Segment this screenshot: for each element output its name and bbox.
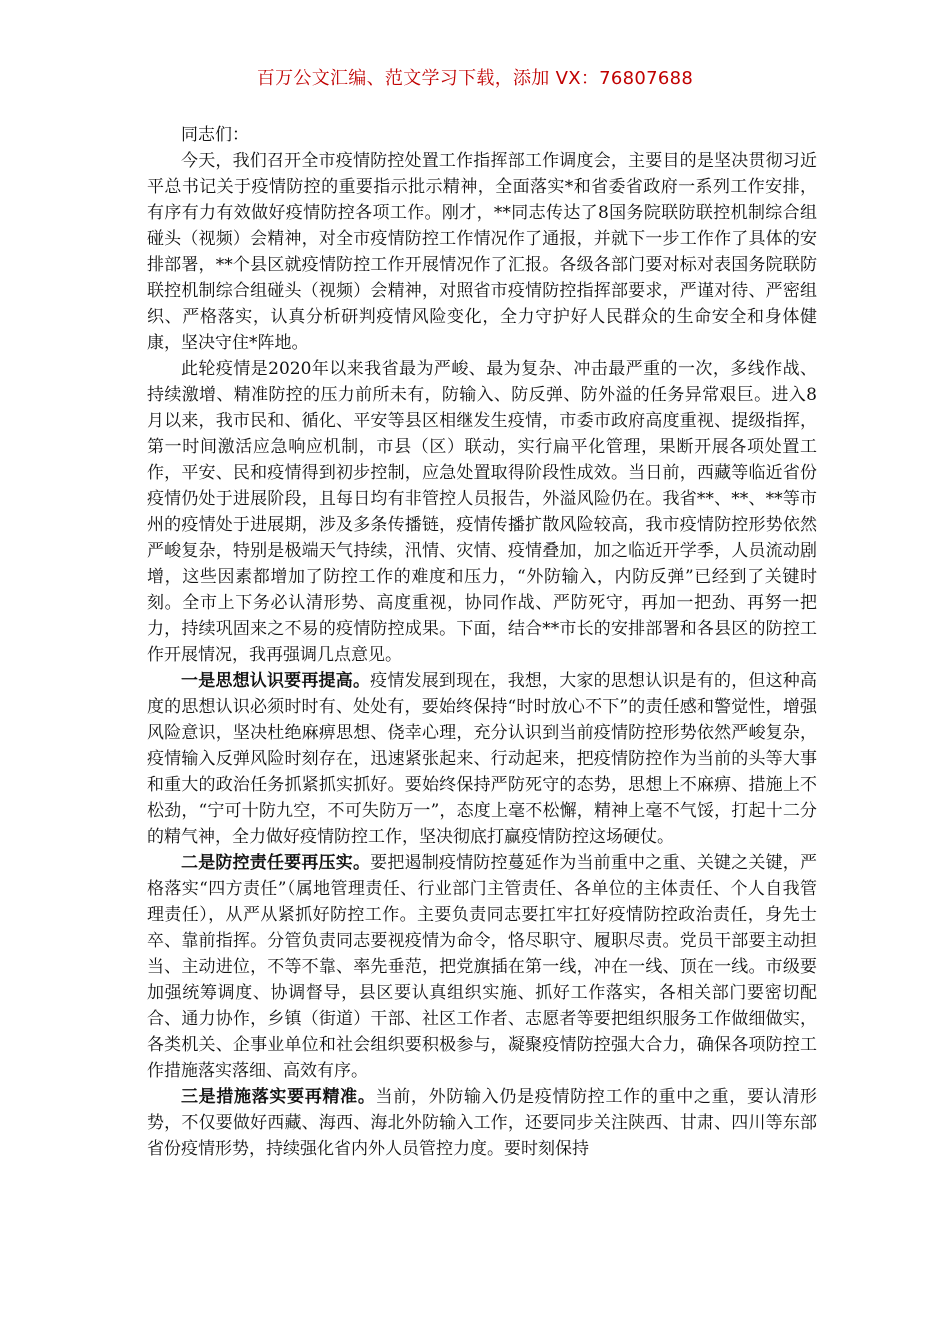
paragraph-point-one — [147, 668, 817, 850]
paragraph-text: 当前，外防输入仍是疫情防控工作的重中之重，要认清形势，不仅要做好西藏、海西、海北外防输入工作，还要同步关注陕西、甘肃、四川等东部省份疫情形势，持续强化省内外人员管控力度。要时刻保持 — [147, 1087, 818, 1159]
paragraph-lead: 三是措施落实要再精准。 — [181, 1087, 376, 1107]
paragraph-intro — [147, 148, 817, 356]
paragraph-point-two — [147, 850, 817, 1084]
paragraph-text: 此轮疫情是2020年以来我省最为严峻、最为复杂、冲击最严重的一次，多线作战、持续激增、精准防控的压力前所未有，防输入、防反弹、防外溢的任务异常艰巨。进入8月以来，我市民和、循化、平安等县区相继发生疫情，市委市政府高度重视、提级指挥，第一时间激活应急响应机制，市县（区）联动，实行扁平化管理，果断开展各项处置工作，平安、民和疫情得到初步控制，应急处置取得阶段性成效。当日前，西藏等临近省份疫情仍处于进展阶段，且每日均有非管控人员报告，外溢风险仍在。我省**、**、**等市州的疫情处于进展期，涉及多条传播链，疫情传播扩散风险较高，我市疫情防控形势依然严峻复杂，特别是极端天气持续，汛情、灾情、疫情叠加，加之临近开学季，人员流动剧增，这些因素都增加了防控工作的难度和压力，“外防输入，内防反弹”已经到了关键时刻。全市上下务必认清形势、高度重视，协同作战、严防死守，再加一把劲、再努一把力，持续巩固来之不易的疫情防控成果。下面，结合**市长的安排部署和各县区的防控工作开展情况，我再强调几点意见。 — [147, 359, 817, 665]
paragraph-lead: 一是思想认识要再提高。 — [181, 671, 371, 691]
greeting: 同志们： — [181, 125, 249, 145]
paragraph-point-three — [147, 1084, 817, 1162]
paragraph-text: 疫情发展到现在，我想，大家的思想认识是有的，但这种高度的思想认识必须时时有、处处有，要始终保持“时时放心不下”的责任感和警觉性，增强风险意识，坚决杜绝麻痹思想、侥幸心理，充分认识到当前疫情防控形势依然严峻复杂，疫情输入反弹风险时刻存在，迅速紧张起来、行动起来，把疫情防控作为当前的头等大事和重大的政治任务抓紧抓实抓好。要始终保持严防死守的态势，思想上不麻痹、措施上不松劲，“宁可十防九空，不可失防万一”，态度上毫不松懈，精神上毫不气馁，打起十二分的精气神，全力做好疫情防控工作，坚决彻底打赢疫情防控这场硬仗。 — [147, 671, 818, 847]
paragraph-situation — [147, 356, 817, 668]
paragraph-text: 要把遏制疫情防控蔓延作为当前重中之重、关键之关键，严格落实“四方责任”（属地管理责任、行业部门主管责任、各单位的主体责任、个人自我管理责任），从严从紧抓好防控工作。主要负责同志要扛牢扛好疫情防控政治责任，身先士卒、靠前指挥。分管负责同志要视疫情为命令，恪尽职守、履职尽责。党员干部要主动担当、主动进位，不等不靠、率先垂范，把党旗插在第一线，冲在一线、顶在一线。市级要加强统筹调度、协调督导，县区要认真组织实施、抓好工作落实，各相关部门要密切配合、通力协作，乡镇（街道）干部、社区工作者、志愿者等要把组织服务工作做细做实，各类机关、企事业单位和社会组织要积极参与，凝聚疫情防控强大合力，确保各项防控工作措施落实落细、高效有序。 — [147, 853, 818, 1081]
paragraph-text: 今天，我们召开全市疫情防控处置工作指挥部工作调度会，主要目的是坚决贯彻习近平总书记关于疫情防控的重要指示批示精神，全面落实*和省委省政府一系列工作安排，有序有力有效做好疫情防控各项工作。刚才，**同志传达了8国务院联防联控机制综合组碰头（视频）会精神，对全市疫情防控工作情况作了通报，并就下一步工作作了具体的安排部署，**个县区就疫情防控工作开展情况作了汇报。各级各部门要对标对表国务院联防联控机制综合组碰头（视频）会精神，对照省市疫情防控指挥部要求，严谨对待、严密组织、严格落实，认真分析研判疫情风险变化，全力守护好人民群众的生命安全和身体健康，坚决守住*阵地。 — [147, 151, 817, 353]
header-note: 百万公文汇编、范文学习下载，添加 VX：76807688 — [256, 68, 694, 89]
document-body — [147, 122, 817, 1162]
paragraph-lead: 二是防控责任要再压实。 — [181, 853, 371, 873]
